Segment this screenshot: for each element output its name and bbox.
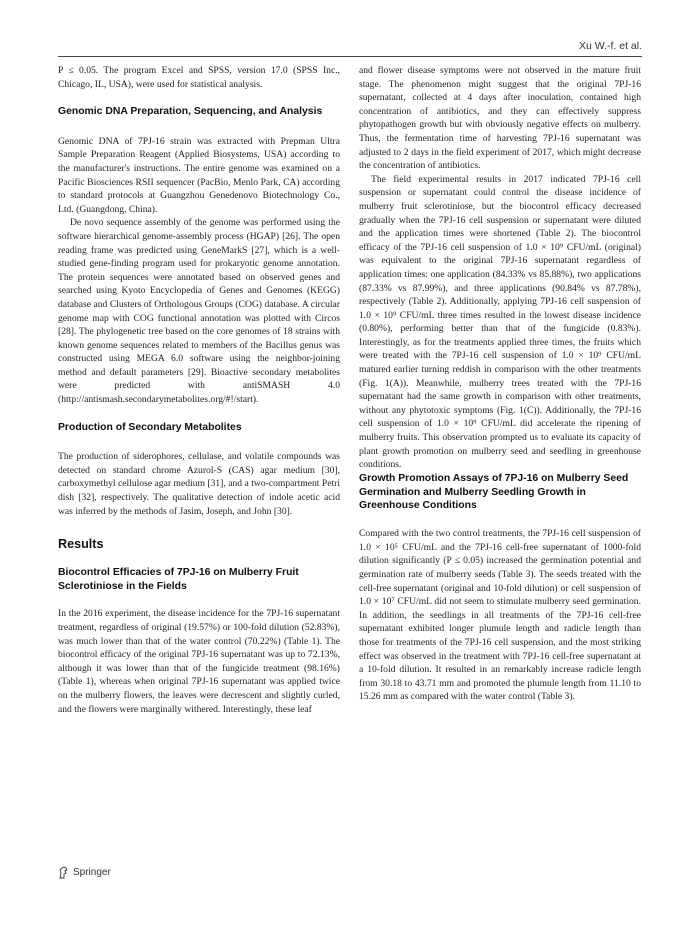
- paragraph-biocontrol: In the 2016 experiment, the disease incidence for the 7PJ-16 supernatant treatment, regardless of original (19.57%) or 100-fold dilution (52.83%), was much lower than that of the water control (70.22%) (Table 1). The biocontrol efficacy of the original 7PJ-16 supernatant was up to 72.13%, although it was lower than that of the fungicide treatment (98.16%) (Table 1), whereas when original 7PJ-16 supernatant was applied twice on the mulberry flowers, the leaves were decrescent and slightly curled, and the flowers were marginally withered. Interestingly, these leaf: [58, 608, 340, 715]
- running-header-author: Xu W.-f. et al.: [578, 40, 642, 52]
- header-rule: [58, 56, 642, 57]
- springer-horse-icon: [58, 866, 69, 879]
- footer: [58, 866, 111, 879]
- paragraph-continued: and flower disease symptoms were not observed in the mature fruit stage. The phenomenon might suggest that the original 7PJ-16 supernatant, collected at 4 days after inoculation, contained high concentration of antibiotics, and they can effectively suppress phytopathogen growth but with obviously negative effects on mulberry. Thus, the fermentation time of harvesting 7PJ-16 supernatant was adjusted to 2 days in the field experiment of 2017, which might decrease the concentration of antibiotics.: [359, 65, 641, 172]
- paragraph-field-2017: The field experimental results in 2017 indicated 7PJ-16 cell suspension or supernatant could control the disease incidence of mulberry fruit sclerotiniose, but the biocontrol efficacy decreased gradually when the 7PJ-16 cell suspension or supernatant were diluted and the application times were shortened (Table 2). The biocontrol efficacy of the 7PJ-16 cell suspension of 1.0 × 10⁹ CFU/mL (original) was equivalent to the original 7PJ-16 supernatant regardless of application times: one application (84.33% vs 85.88%), two applications (87.33% vs 87.99%), and three applications (90.84% vs 87.78%), respectively (Table 2). Additionally, applying 7PJ-16 cell suspension of 1.0 × 10⁹ CFU/mL three times resulted in the lowest disease incidence (0.80%), performing better than that of the fungicide (0.83%). Interestingly, as for the treatments applied three times, the fruits which were treated with the 7PJ-16 cell suspension of 1.0 × 10⁹ CFU/mL matured earlier turning reddish in comparison with the other treatments (Fig. 1(A)). Meanwhile, mulberry trees treated with the 7PJ-16 supernatant had the same growth in comparison with other treatments, without any phytotoxic symptoms (Fig. 1(C)). Additionally, the 7PJ-16 cell suspension of 1.0 × 10⁹ CFU/mL did accelerate the ripening of mulberry fruits. This observation prompted us to evaluate its capacity of plant growth promotion on mulberry seed and seedling in greenhouse conditions.: [359, 173, 641, 471]
- left-column: [58, 64, 340, 716]
- footer-publisher: Springer: [73, 867, 111, 878]
- heading-growth-promotion: Growth Promotion Assays of 7PJ-16 on Mulberry Seed Germination and Mulberry Seedling Growth in Greenhouse Conditions: [359, 472, 629, 512]
- paragraph-growth-promotion: Compared with the two control treatments, the 7PJ-16 cell suspension of 1.0 × 10⁵ CFU/mL and the 7PJ-16 cell-free supernatant of 1000-fold dilution significantly (P ≤ 0.05) increased the germination potential and germination rate of mulberry seeds (Table 3). The seeds treated with the cell-free supernatant (original and 10-fold dilution) or cell suspension of 1.0 × 10⁷ CFU/mL did not seem to stimulate mulberry seed germination. In addition, the seedlings in all treatments of the 7PJ-16 cell-free supernatant exhibited longer plumule length and radicle length than those for treatments of the 7PJ-16 cell suspension, and the most striking effect was observed in the treatment with 7PJ-16 cell-free supernatant at a 10-fold dilution. It resulted in an remarkably increase radicle length from 30.18 to 43.71 mm and promoted the plumule length from 11.10 to 15.26 mm as compared with the water control (Table 3).: [359, 528, 641, 703]
- heading-genomic-dna: Genomic DNA Preparation, Sequencing, and Analysis: [58, 106, 323, 118]
- heading-results: Results: [58, 537, 104, 552]
- paragraph-dna-2: De novo sequence assembly of the genome was performed using the software hierarchical genome-assembly process (HGAP) [26]. The open reading frame was predicted using GeneMarkS [27], which is a well-studied gene-finding program used for prokaryotic genome annotation. The protein sequences were annotated based on observed genes and searched using Kyoto Encyclopedia of Genes and Genomes (KEGG) database and Clusters of Orthologous Groups (COG) database. A circular genome map with COG functional annotation was plotted with Circos [28]. The phylogenetic tree based on the core genomes of 18 strains with known genome sequences related to members of the Bacillus genus was constructed using MEGA 6.0 software using the neighbor-joining method and default parameters [29]. Bioactive secondary metabolites were predicted with antiSMASH 4.0 (http://antismash.secondarymetabolites.org/#!/start).: [58, 217, 340, 406]
- paragraph-dna-1: Genomic DNA of 7PJ-16 strain was extracted with Prepman Ultra Sample Preparation Reagent (Applied Biosystems, USA) according to the manufacturer's instructions. The entire genome was examined on a Pacific Biosciences RSII sequencer (PacBio, Menlo Park, CA) according to standard protocols at Guangzhou Genedenovo Biotechnology Co., Ltd. (Guangdong, China).: [58, 135, 340, 215]
- paragraph-stats: P ≤ 0.05. The program Excel and SPSS, version 17.0 (SPSS Inc., Chicago, IL, USA), were used for statistical analysis.: [58, 65, 340, 90]
- heading-secondary-metabolites: Production of Secondary Metabolites: [58, 421, 242, 433]
- right-column: [359, 64, 641, 704]
- paragraph-secondary-metabolites: The production of siderophores, cellulase, and volatile compounds was detected on standard chrome Azurol-S (CAS) agar medium [30], carboxymethyl cellulose agar medium [31], and a two-compartment Petri dish [32], respectively. The qualitative detection of indole acetic acid was inferred by the methods of Jasim, Joseph, and John [30].: [58, 451, 340, 517]
- heading-biocontrol: Biocontrol Efficacies of 7PJ-16 on Mulberry Fruit Sclerotiniose in the Fields: [58, 566, 299, 592]
